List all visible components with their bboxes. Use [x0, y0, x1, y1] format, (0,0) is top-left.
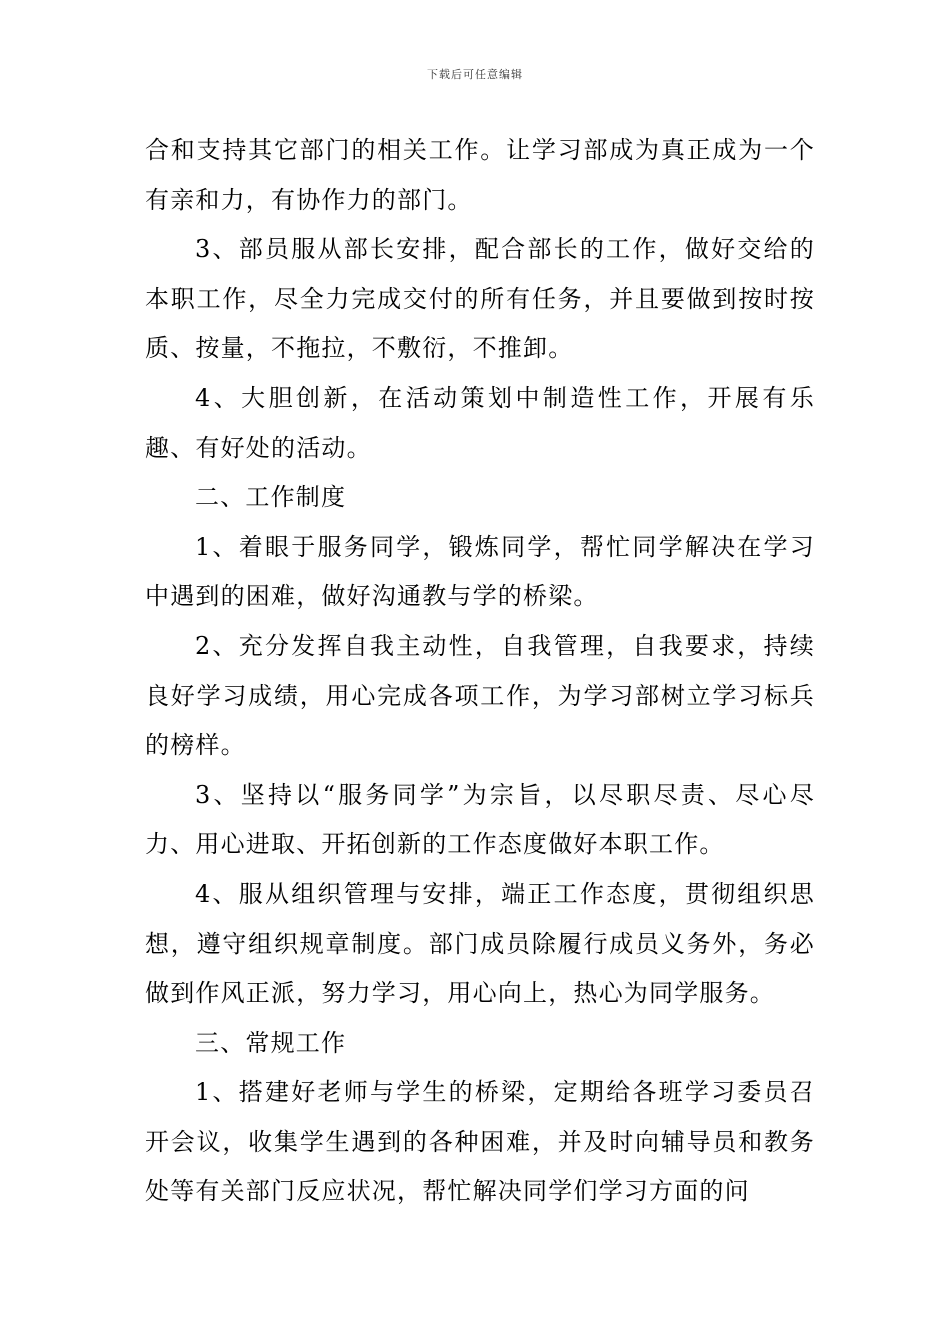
paragraph-routine-1: 1、搭建好老师与学生的桥梁，定期给各班学习委员召开会议，收集学生遇到的各种困难，并及时向辅导员和教务处等有关部门反应状况，帮忙解决同学们学习方面的问: [145, 1078, 815, 1206]
paragraph-continuation: 合和支持其它部门的相关工作。让学习部成为真正成为一个有亲和力，有协作力的部门。: [145, 136, 815, 214]
paragraph-rule-4: 4、服从组织管理与安排，端正工作态度，贯彻组织思想，遵守组织规章制度。部门成员除履行成员义务外，务必做到作风正派，努力学习，用心向上，热心为同学服务。: [145, 879, 815, 1008]
paragraph-rule-1: 1、着眼于服务同学，锻炼同学，帮忙同学解决在学习中遇到的困难，做好沟通教与学的桥梁。: [145, 532, 815, 611]
paragraph-rule-2: 2、充分发挥自我主动性，自我管理，自我要求，持续良好学习成绩，用心完成各项工作，为学习部树立学习标兵的榜样。: [145, 631, 815, 760]
header-note: 下载后可任意编辑: [427, 68, 523, 81]
section-heading-work-rules: 二、工作制度: [195, 483, 347, 512]
document-body: [145, 126, 815, 1217]
section-heading-routine-work: 三、常规工作: [195, 1028, 347, 1057]
paragraph-rule-3: 3、坚持以“服务同学”为宗旨，以尽职尽责、尽心尽力、用心进取、开拓创新的工作态度做好本职工作。: [145, 780, 815, 859]
paragraph-item-3: 3、部员服从部长安排，配合部长的工作，做好交给的本职工作，尽全力完成交付的所有任务，并且要做到按时按质、按量，不拖拉，不敷衍，不推卸。: [145, 235, 815, 363]
paragraph-item-4: 4、大胆创新，在活动策划中制造性工作，开展有乐趣、有好处的活动。: [145, 383, 815, 462]
